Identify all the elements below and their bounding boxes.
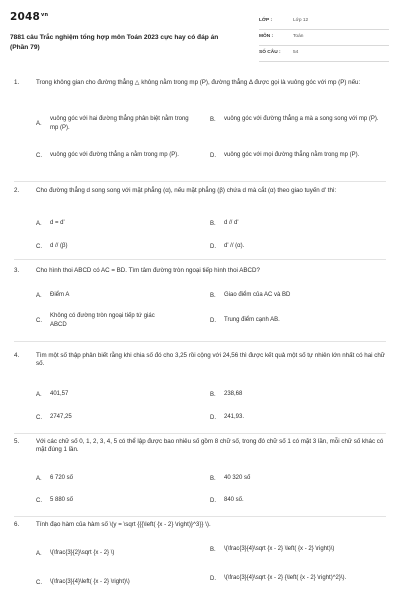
option-text: Điểm A [50,292,70,298]
option-c[interactable] [36,578,196,587]
option-letter: D. [210,414,216,421]
divider [14,433,386,434]
option-a[interactable] [36,219,196,228]
option-letter: A. [36,292,42,299]
document-title: 7881 câu Trắc nghiệm tổng hợp môn Toán 2023 cực hay có đáp án (Phần 79) [10,34,219,51]
question-number: 5. [14,438,20,445]
option-letter: B. [210,546,216,553]
meta-label: SỐ CÂU : [259,50,281,56]
option-text: 401,57 [50,391,69,397]
option-letter: B. [210,116,216,123]
option-letter: D. [210,317,216,324]
option-text: \(\frac{3}{4}\sqrt {x - 2} {\left( {x - 2} \right)^2}\). [224,575,347,581]
option-text: 840 số. [224,497,244,503]
option-letter: B. [210,475,216,482]
option-letter: A. [36,550,42,557]
option-text: 241,93. [224,414,245,420]
option-text: 5 880 số [50,497,74,503]
option-text: 238,68 [224,391,243,397]
logo-text: 2048 [10,11,41,23]
option-d[interactable] [210,496,380,505]
question-text: Tính đạo hàm của hàm số \(y = \sqrt {{{\left( {x - 2} \right)}^3}} \). [36,521,211,528]
option-c[interactable] [36,413,196,422]
question-text: Trong không gian cho đường thẳng △ không nằm trong mp (P), đường thẳng Δ được gọi là vuông góc với mp (P) nếu: [36,79,361,86]
option-d[interactable] [210,316,380,325]
meta-label: LỚP : [259,18,273,24]
question-text: Tìm một số thập phân biết rằng khi chia số đó cho 3,25 rồi cộng với 24,56 thì được kết quả một số tự nhiên lớn nhất có hai chữ số. [36,352,385,368]
option-b[interactable] [210,390,380,399]
option-letter: C. [36,318,42,325]
option-text: \(\frac{3}{4}\sqrt {x - 2} \left( {x - 2} \right)\) [224,546,335,552]
option-letter: C. [36,152,42,159]
option-text: d // d' [224,220,239,226]
logo-suffix: vn [41,11,49,18]
option-text: 2747,25 [50,414,72,420]
option-a[interactable] [36,474,196,483]
option-text: \(\frac{3}{4}\left( {x - 2} \right)\) [50,579,130,585]
option-text: d // (β) [50,243,68,249]
option-text: vuông góc với mọi đường thẳng nằm trong mp (P). [224,152,360,158]
option-letter: A. [36,391,42,398]
question-number: 2. [14,187,20,194]
question-number: 6. [14,521,20,528]
meta-row-count [259,46,389,62]
option-letter: A. [36,220,42,227]
option-text: \(\frac{3}{2}\sqrt {x - 2} \) [50,550,115,556]
option-letter: C. [36,497,42,504]
option-a[interactable] [36,291,196,300]
option-b[interactable] [210,474,380,483]
question-number: 4. [14,352,20,359]
document-meta [259,14,389,62]
option-letter: D. [210,497,216,504]
option-letter: B. [210,220,216,227]
option-text: vuông góc với đường thẳng a mà a song song với mp (P). [224,116,379,122]
meta-value: Lớp 12 [293,18,309,24]
site-logo[interactable] [10,10,48,24]
option-text: Giao điểm của AC và BD [224,292,291,298]
option-b[interactable] [210,545,380,554]
divider [14,259,386,260]
option-letter: B. [210,391,216,398]
meta-row-class [259,14,389,30]
option-c[interactable] [36,312,196,331]
option-a[interactable] [36,390,196,399]
option-text: d' // (α). [224,243,245,249]
meta-row-subject [259,30,389,46]
question-text: Cho đường thẳng d song song với mặt phẳng (α), nếu mặt phẳng (β) chứa d mà cắt (α) theo giao tuyến d' thì: [36,187,337,194]
divider [14,516,386,517]
option-a[interactable] [36,115,196,134]
option-c[interactable] [36,151,196,160]
option-c[interactable] [36,496,196,505]
option-d[interactable] [210,151,380,160]
option-b[interactable] [210,219,380,228]
divider [14,181,386,182]
meta-value: Toán [293,34,304,40]
option-letter: C. [36,414,42,421]
option-text: Trung điểm cạnh AB. [224,317,280,323]
option-text: vuông góc với đường thẳng a nằm trong mp (P). [50,152,179,158]
option-b[interactable] [210,115,380,124]
option-text: 6 720 số [50,475,74,481]
option-letter: C. [36,579,42,586]
option-text: d = d' [50,220,65,226]
option-text: vuông góc với hai đường thẳng phân biệt nằm trong mp (P). [50,116,189,132]
page-header [10,8,390,66]
option-text: Không có đường tròn ngoại tiếp tứ giác ABCD [50,313,155,329]
option-letter: D. [210,152,216,159]
option-letter: A. [36,475,42,482]
option-d[interactable] [210,242,380,251]
question-number: 3. [14,267,20,274]
meta-label: MÔN : [259,34,274,40]
option-letter: C. [36,243,42,250]
option-b[interactable] [210,291,380,300]
divider [14,341,386,342]
option-text: 40 320 số [224,475,251,481]
option-d[interactable] [210,574,380,583]
option-letter: A. [36,121,42,128]
question-number: 1. [14,79,20,86]
question-text: Cho hình thoi ABCD có AC = BD. Tìm tâm đường tròn ngoại tiếp hình thoi ABCD? [36,267,260,274]
option-c[interactable] [36,242,196,251]
meta-value: 54 [293,50,299,56]
option-letter: D. [210,575,216,582]
option-letter: D. [210,243,216,250]
option-letter: B. [210,292,216,299]
question-text: Với các chữ số 0, 1, 2, 3, 4, 5 có thể lập được bao nhiêu số gồm 8 chữ số, trong đó chữ số 1 có mặt 3 lần, mỗi chữ số khác có mặt đúng 1 lần. [36,438,384,454]
option-d[interactable] [210,413,380,422]
option-a[interactable] [36,549,196,558]
